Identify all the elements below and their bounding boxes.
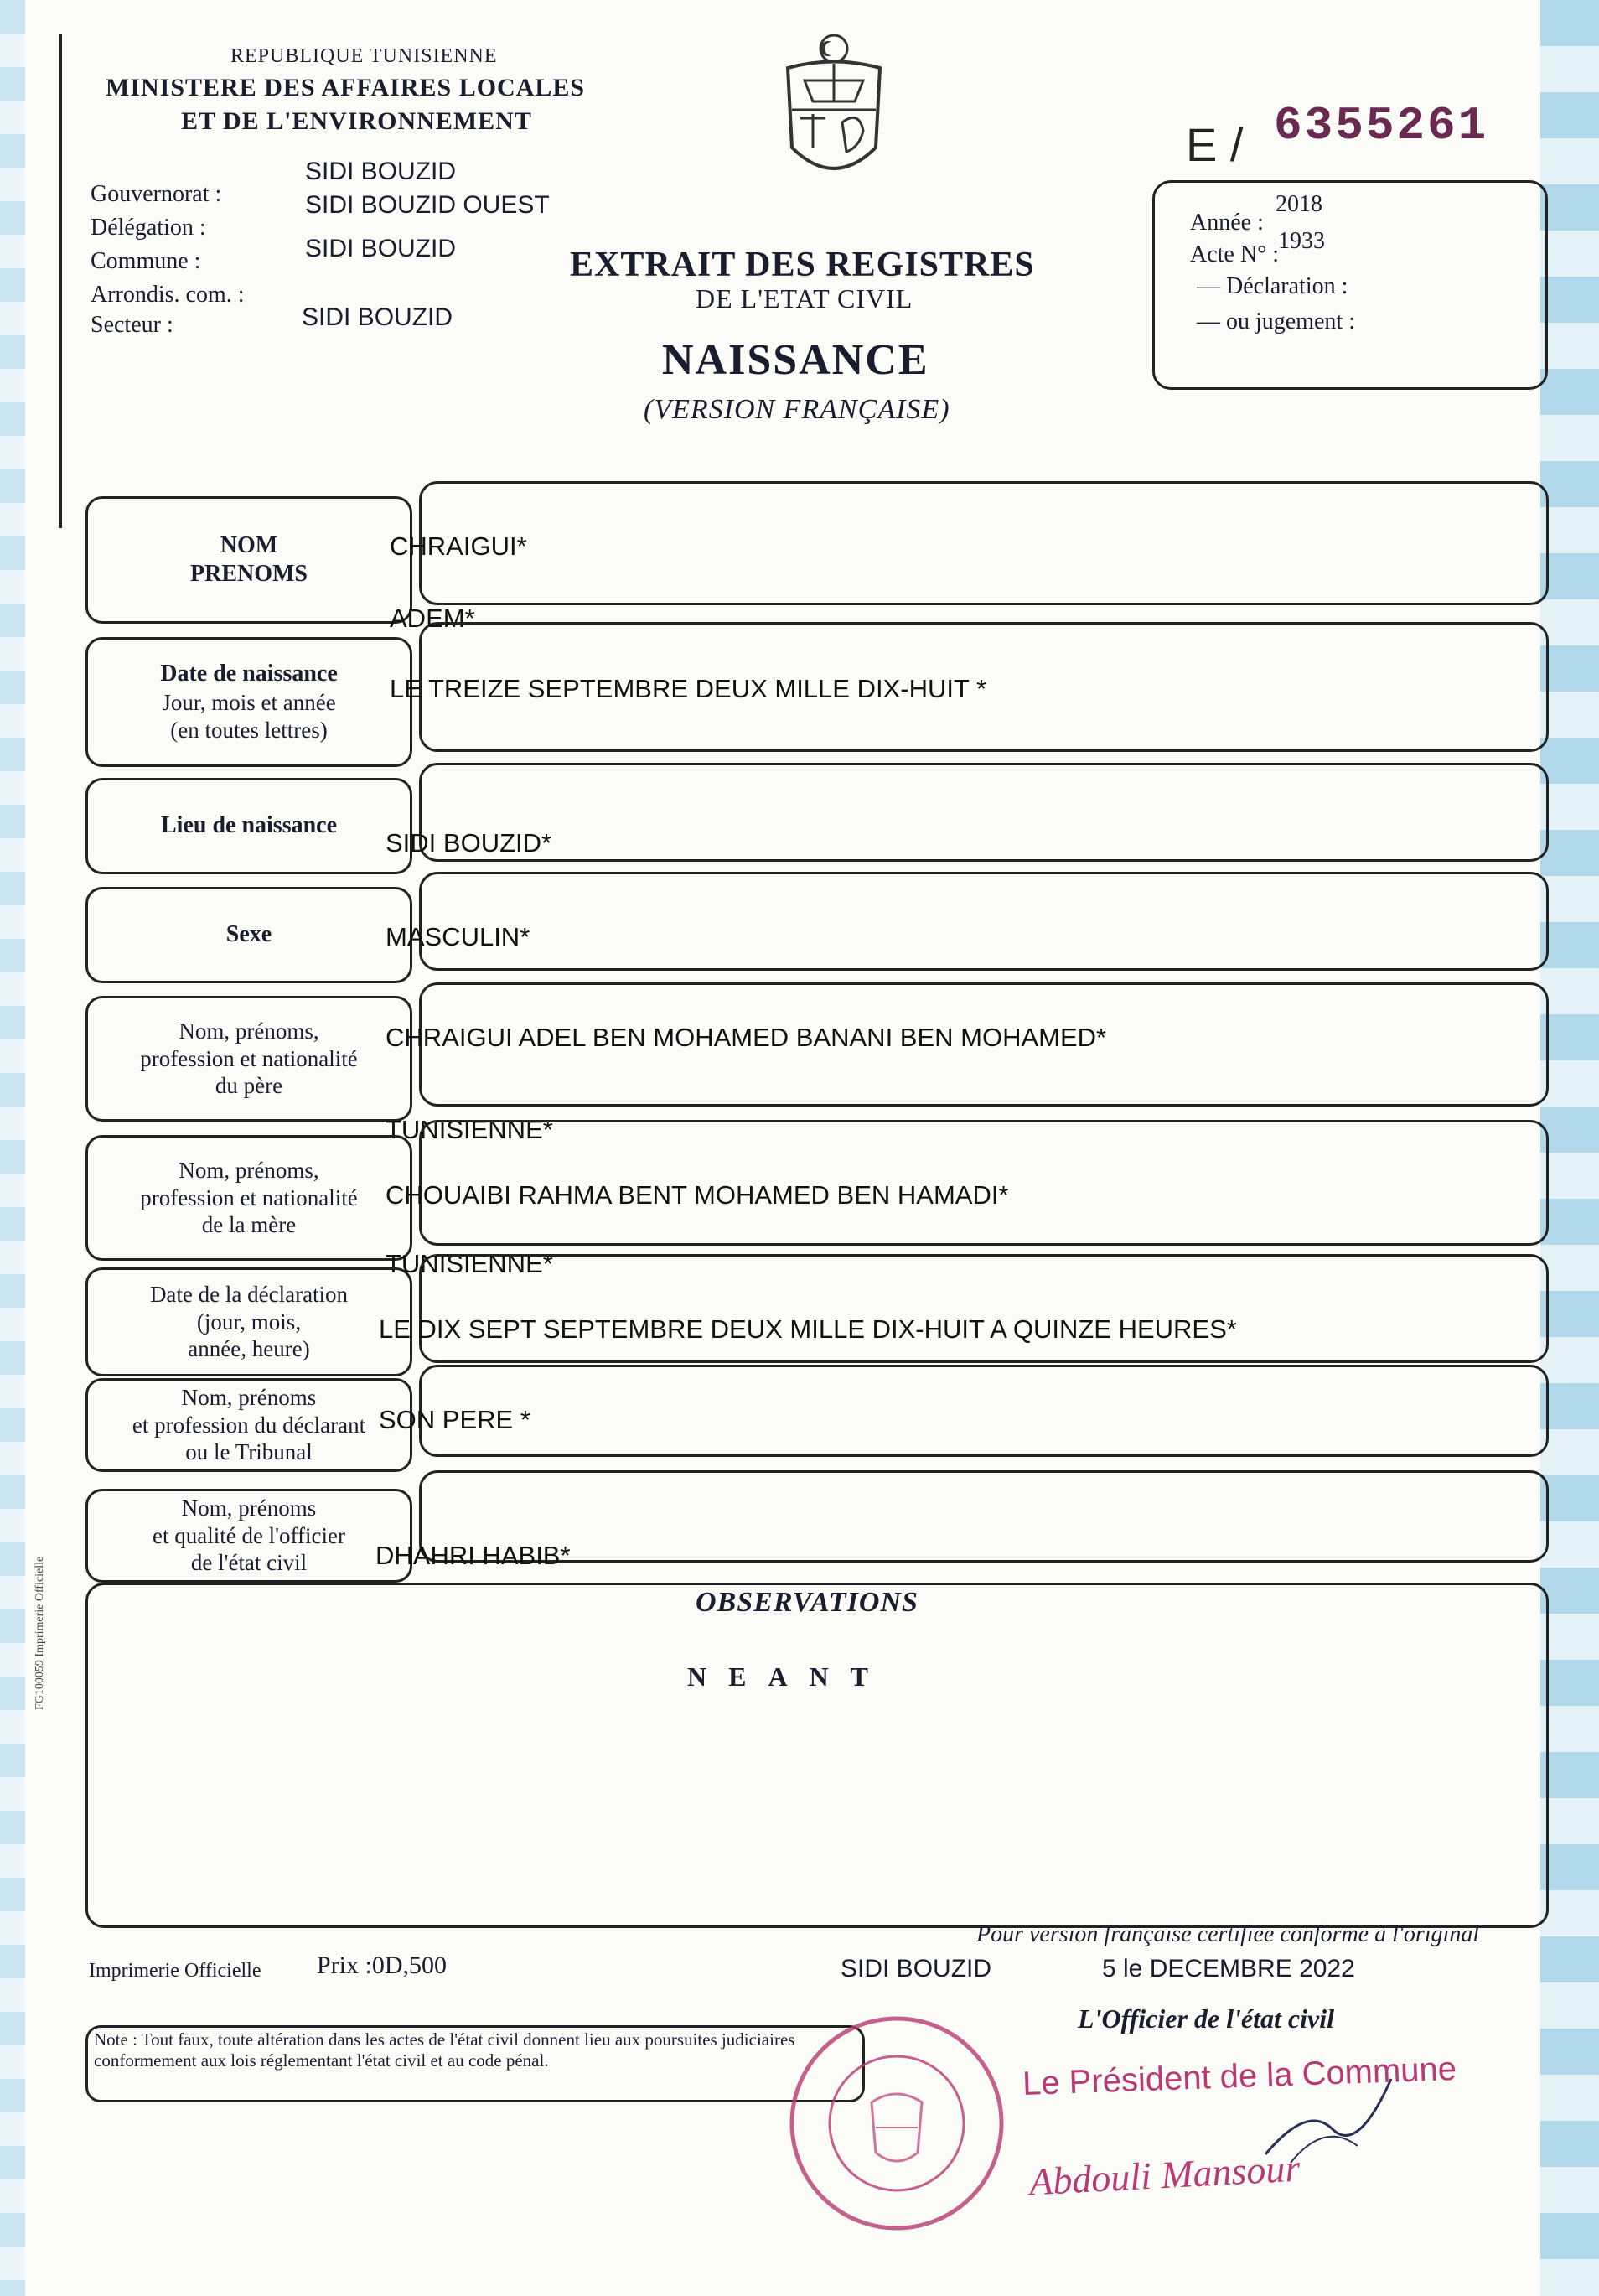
stamp-president-text: Le Président de la Commune: [1022, 2050, 1457, 2103]
declaration-date-sublabel-2: année, heure): [188, 1336, 310, 1362]
sexe-value-cell: [419, 872, 1549, 971]
declarant-label-cell: [85, 1378, 412, 1472]
serial-number: 6355261: [1274, 99, 1489, 153]
declaration-value: LE DIX SEPT SEPTEMBRE DEUX MILLE DIX-HUIT A QUINZE HEURES*: [379, 1314, 1237, 1344]
officier-sublabel-2: de l'état civil: [190, 1550, 308, 1576]
official-round-stamp-icon: [784, 2010, 1010, 2236]
acte-label: Acte N° :: [1190, 241, 1280, 267]
right-edge-pattern: [1540, 0, 1599, 2296]
declarant-value: SON PERE *: [379, 1405, 530, 1434]
declarant-value-cell: [419, 1365, 1549, 1457]
ministry-line-2: ET DE L'ENVIRONNEMENT: [181, 107, 532, 135]
price: Prix :0D,500: [317, 1951, 448, 1979]
mere-label-cell: [85, 1135, 412, 1261]
observations-value: NEANT: [687, 1661, 891, 1692]
declarant-sublabel-2: ou le Tribunal: [185, 1439, 313, 1465]
side-print-code: FG100059 Imprimerie Officielle: [34, 1556, 46, 1710]
mere-label: Nom, prénoms,: [179, 1157, 319, 1183]
pere-sublabel-2: du père: [215, 1073, 283, 1099]
printer-name: Imprimerie Officielle: [89, 1960, 261, 1982]
legal-note: Note : Tout faux, toute altération dans les actes de l'état civil donnent lieu aux poursuites judiciaires conformement aux lois réglementant l'état civil et au code pénal.: [94, 2029, 795, 2071]
declaration-date-label: Date de la déclaration: [149, 1281, 349, 1307]
sexe-label: Sexe: [225, 921, 272, 948]
pere-label-cell: [85, 996, 412, 1122]
delegation-label: Délégation :: [91, 215, 206, 241]
declaration-label: — Déclaration :: [1197, 273, 1348, 299]
lieu-value: SIDI BOUZID*: [386, 828, 552, 858]
officier-value-cell: [419, 1470, 1549, 1563]
certification-text: Pour version française certifiée conforme à l'original: [976, 1921, 1480, 1947]
date-naissance-label-cell: [85, 637, 412, 767]
pere-sublabel: profession et nationalité: [140, 1045, 358, 1071]
officier-label-cell: [85, 1489, 412, 1583]
date-naissance-label: Date de naissance: [160, 661, 338, 687]
coat-of-arms-icon: [771, 30, 897, 189]
officer-title: L'Officier de l'état civil: [1078, 2003, 1334, 2034]
left-edge-pattern: [0, 0, 25, 2296]
commune-value: SIDI BOUZID: [305, 235, 457, 262]
document-type: NAISSANCE: [662, 336, 929, 384]
nom-label-cell: [85, 496, 412, 624]
delegation-value: SIDI BOUZID OUEST: [305, 191, 550, 219]
mere-nationality: TUNISIENNE*: [386, 1249, 553, 1278]
nom-value-cell: [419, 481, 1549, 605]
republic-name: REPUBLIQUE TUNISIENNE: [230, 45, 498, 67]
stamp-signatory-name: Abdouli Mansour: [1027, 2146, 1301, 2204]
document-subtitle: DE L'ETAT CIVIL: [696, 283, 913, 314]
lieu-label: Lieu de naissance: [160, 812, 338, 839]
pere-nationality: TUNISIENNE*: [386, 1115, 553, 1144]
declarant-label: Nom, prénoms: [181, 1384, 317, 1410]
mere-sublabel: profession et nationalité: [140, 1184, 358, 1210]
annee-label: Année :: [1190, 210, 1264, 236]
declaration-date-sublabel: (jour, mois,: [196, 1309, 302, 1335]
lieu-label-cell: [85, 778, 412, 874]
declaration-value-cell: [419, 1254, 1549, 1363]
sexe-label-cell: [85, 887, 412, 983]
declaration-label-cell: [85, 1267, 412, 1376]
document-title: EXTRAIT DES REGISTRES: [570, 246, 1035, 284]
secteur-value: SIDI BOUZID: [302, 303, 453, 331]
gouvernorat-label: Gouvernorat :: [91, 181, 222, 207]
declarant-sublabel: et profession du déclarant: [132, 1412, 366, 1438]
date-naissance-value: LE TREIZE SEPTEMBRE DEUX MILLE DIX-HUIT *: [390, 674, 987, 703]
margin-rule: [59, 34, 62, 528]
observations-title: OBSERVATIONS: [696, 1587, 919, 1618]
jugement-label: — ou jugement :: [1197, 308, 1355, 334]
gouvernorat-value: SIDI BOUZID: [305, 158, 457, 185]
annee-value: 2018: [1276, 191, 1322, 217]
officier-sublabel: et qualité de l'officier: [152, 1522, 345, 1548]
document-version: (VERSION FRANÇAISE): [644, 394, 950, 425]
sexe-value: MASCULIN*: [386, 922, 530, 951]
nom-label: NOM: [220, 531, 278, 558]
ministry-line-1: MINISTERE DES AFFAIRES LOCALES: [106, 74, 586, 101]
observations-box: [85, 1583, 1549, 1928]
acte-value: 1933: [1278, 228, 1325, 254]
commune-label: Commune :: [91, 248, 201, 274]
signature-icon: [1257, 2071, 1400, 2171]
issue-place: SIDI BOUZID: [841, 1955, 992, 1982]
issue-date: 5 le DECEMBRE 2022: [1102, 1955, 1355, 1982]
date-naissance-sublabel-2: (en toutes lettres): [170, 717, 328, 743]
officier-label: Nom, prénoms: [181, 1495, 317, 1521]
nom-value: CHRAIGUI*: [390, 531, 527, 561]
prenoms-value: ADEM*: [390, 604, 475, 633]
serial-prefix: E /: [1186, 118, 1244, 171]
arrondis-label: Arrondis. com. :: [91, 282, 245, 308]
secteur-label: Secteur :: [91, 312, 173, 338]
pere-value: CHRAIGUI ADEL BEN MOHAMED BANANI BEN MOHAMED*: [386, 1023, 1107, 1052]
pere-label: Nom, prénoms,: [179, 1018, 319, 1044]
officier-value: DHAHRI HABIB*: [375, 1541, 571, 1570]
date-naissance-sublabel: Jour, mois et année: [162, 689, 336, 715]
lieu-value-cell: [419, 763, 1549, 862]
prenoms-label: PRENOMS: [190, 561, 308, 587]
mere-sublabel-2: de la mère: [201, 1212, 297, 1238]
mere-value: CHOUAIBI RAHMA BENT MOHAMED BEN HAMADI*: [386, 1180, 1009, 1210]
